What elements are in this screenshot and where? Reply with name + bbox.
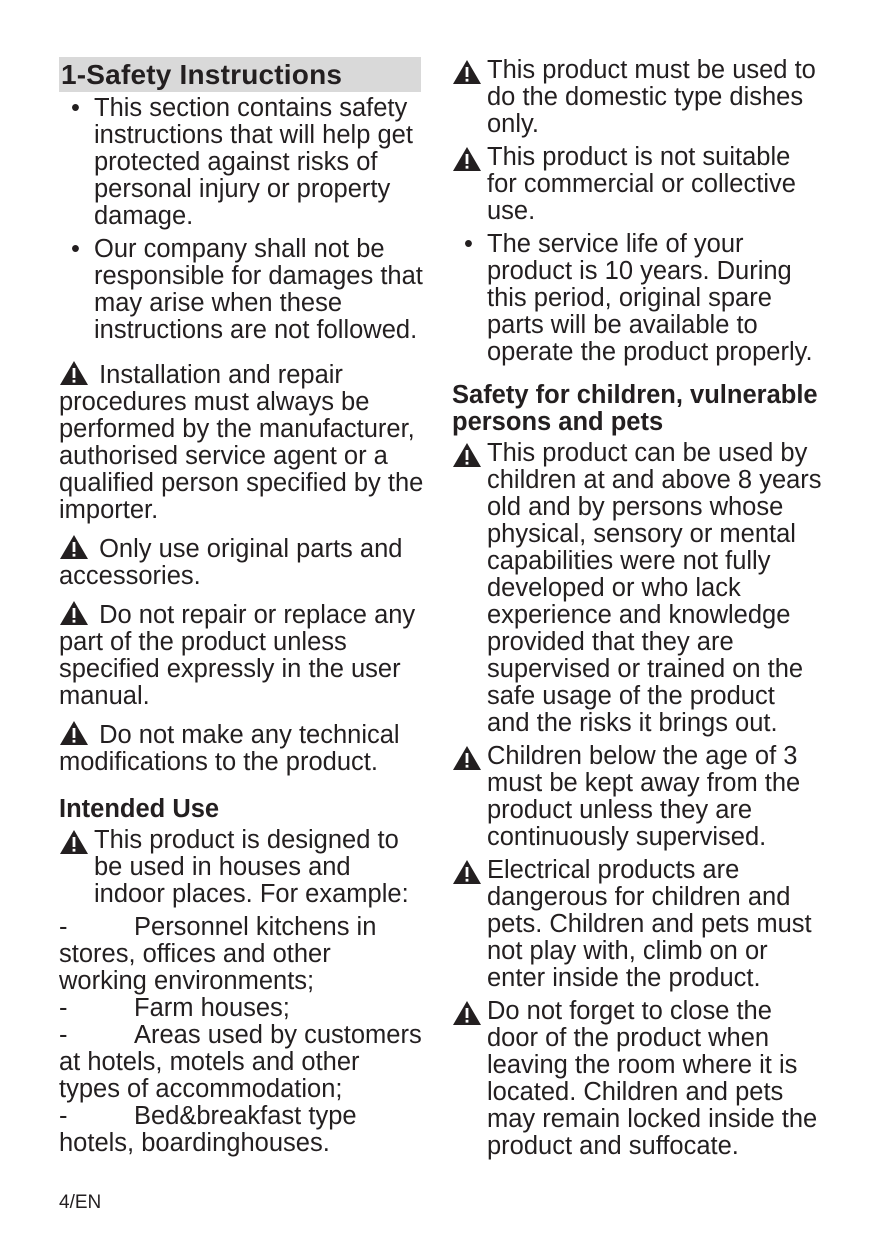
warning-triangle-icon bbox=[452, 859, 482, 885]
warning-triangle-icon bbox=[59, 534, 89, 560]
dash-mark: - bbox=[59, 1102, 68, 1130]
warning-text: Only use original parts and accessories. bbox=[59, 535, 403, 590]
usage-examples bbox=[59, 914, 425, 1157]
warning-text: This product can be used by children at and above 8 years old and by persons whose physical, sensory or mental capabilities were not fully developed or who lack experience and knowledge provided that they are supervised or trained on the safe usage of the product and the risks it brings out. bbox=[487, 439, 822, 737]
list-item bbox=[452, 231, 822, 366]
warning-paragraph bbox=[452, 998, 822, 1160]
example-text: Personnel kitchens in stores, offices and other working environments; bbox=[59, 913, 377, 995]
warning-paragraph bbox=[452, 857, 822, 992]
warning-paragraph bbox=[59, 534, 425, 590]
warning-triangle-icon bbox=[452, 1000, 482, 1026]
warning-paragraph bbox=[452, 57, 822, 138]
warning-text: This product is designed to be used in houses and indoor places. For example: bbox=[94, 826, 409, 908]
example-item bbox=[59, 1103, 425, 1157]
children-safety-heading: Safety for children, vulnerable persons and pets bbox=[452, 381, 818, 436]
warning-triangle-icon bbox=[452, 146, 482, 172]
warning-triangle-icon bbox=[59, 829, 89, 855]
warning-triangle-icon bbox=[452, 442, 482, 468]
warning-paragraph bbox=[59, 360, 425, 524]
list-item bbox=[59, 236, 425, 344]
example-item bbox=[59, 1022, 425, 1103]
warning-triangle-icon bbox=[452, 59, 482, 85]
example-text: Farm houses; bbox=[134, 994, 290, 1022]
page-number: 4/EN bbox=[59, 1192, 102, 1213]
warning-paragraph bbox=[452, 440, 822, 737]
warning-paragraph bbox=[452, 743, 822, 851]
warning-paragraph bbox=[59, 600, 425, 710]
right-column bbox=[452, 57, 822, 1166]
bullet-text: This section contains safety instructions that will help get protected against risks of personal injury or property damage. bbox=[94, 94, 413, 230]
warning-text: Electrical products are dangerous for children and pets. Children and pets must not play with, climb on or enter inside the product. bbox=[487, 856, 812, 992]
bullet-text: Our company shall not be responsible for damages that may arise when these instructions are not followed. bbox=[94, 235, 423, 344]
example-text: Areas used by customers at hotels, motels and other types of accommodation; bbox=[59, 1021, 422, 1103]
warning-text: Do not forget to close the door of the product when leaving the room where it is located. Children and pets may remain locked inside the product and suffocate. bbox=[487, 997, 818, 1160]
warning-triangle-icon bbox=[452, 745, 482, 771]
list-item bbox=[59, 95, 425, 230]
warning-text: This product is not suitable for commercial or collective use. bbox=[487, 143, 796, 225]
bullet-dot-icon: • bbox=[464, 230, 473, 258]
warning-text: Do not repair or replace any part of the product unless specified expressly in the user manual. bbox=[59, 601, 416, 710]
dash-mark: - bbox=[59, 913, 68, 941]
warning-text: Installation and repair procedures must always be performed by the manufacturer, authorised service agent or a qualified person specified by the importer. bbox=[59, 361, 424, 524]
warning-triangle-icon bbox=[59, 600, 89, 626]
dash-mark: - bbox=[59, 1021, 68, 1049]
warning-text: This product must be used to do the domestic type dishes only. bbox=[487, 56, 816, 138]
warning-paragraph bbox=[59, 720, 425, 776]
warning-text: Do not make any technical modifications to the product. bbox=[59, 721, 400, 776]
example-text: Bed&breakfast type hotels, boardinghouses. bbox=[59, 1102, 357, 1157]
service-life-list bbox=[452, 231, 822, 366]
warning-triangle-icon bbox=[59, 360, 89, 386]
intro-bullet-list bbox=[59, 95, 425, 344]
intended-use-heading: Intended Use bbox=[59, 795, 220, 823]
bullet-text: The service life of your product is 10 years. During this period, original spare parts will be available to operate the product properly. bbox=[487, 230, 813, 366]
warning-triangle-icon bbox=[59, 720, 89, 746]
warning-paragraph bbox=[452, 144, 822, 225]
warning-paragraph bbox=[59, 827, 425, 908]
bullet-dot-icon: • bbox=[71, 94, 80, 122]
left-column bbox=[59, 57, 425, 1157]
section-title: 1-Safety Instructions bbox=[59, 57, 421, 92]
example-item bbox=[59, 995, 425, 1022]
example-item bbox=[59, 914, 425, 995]
dash-mark: - bbox=[59, 994, 68, 1022]
warning-text: Children below the age of 3 must be kept away from the product unless they are continuously supervised. bbox=[487, 742, 801, 851]
bullet-dot-icon: • bbox=[71, 235, 80, 263]
